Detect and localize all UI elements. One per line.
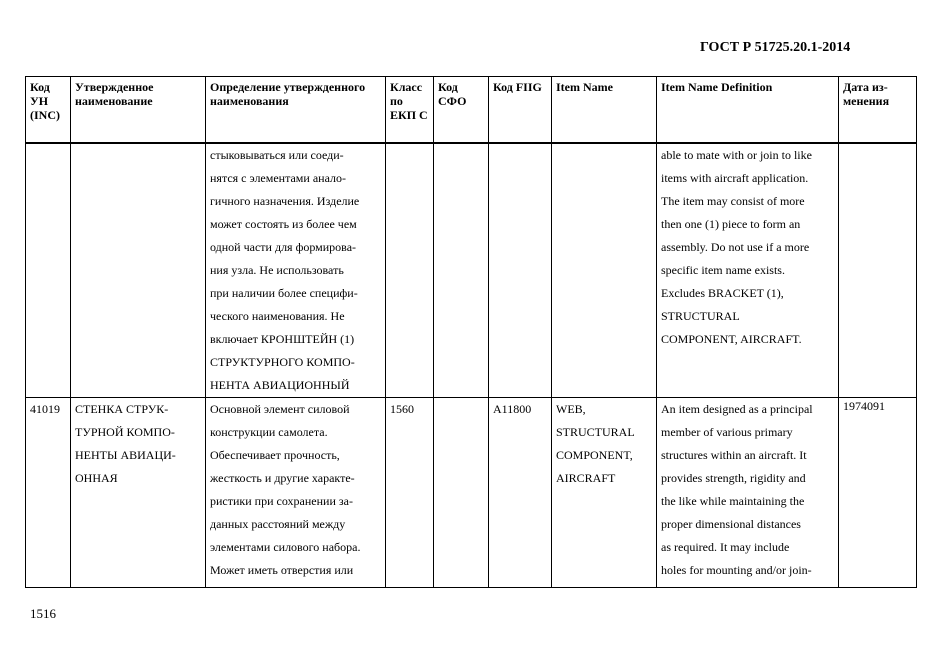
cell-item-name: WEB, STRUCTURAL COMPONENT, AIRCRAFT [552, 397, 657, 587]
cell-date [839, 143, 917, 398]
header-item-name: Item Name [552, 77, 657, 143]
header-sfo: Код СФО [434, 77, 489, 143]
header-date: Дата из- менения [839, 77, 917, 143]
cell-approved-name: СТЕНКА СТРУК- ТУРНОЙ КОМПО- НЕНТЫ АВИАЦИ- ОННАЯ [71, 397, 206, 587]
cell-inc: 41019 [26, 397, 71, 587]
header-approved-name: Утвержденное наименование [71, 77, 206, 143]
table-row-continuation [26, 143, 917, 398]
table-row-entry [26, 397, 917, 587]
cell-sfo [434, 397, 489, 587]
cell-fiig: A11800 [489, 397, 552, 587]
cell-approved-name [71, 143, 206, 398]
cell-fiig [489, 143, 552, 398]
cell-date: 1974091 [839, 397, 917, 587]
header-inc: Код УН (INC) [26, 77, 71, 143]
cell-sfo [434, 143, 489, 398]
cell-item-name [552, 143, 657, 398]
cell-definition-ru: стыковываться или соеди- нятся с элементами анало- гичного назначения. Изделие может состоять из более чем одной части для формирова- ния узла. Не использовать при наличии более специфи- ческого наименования. Не включает КРОНШТЕЙН (1) СТРУКТУРНОГО КОМПО- НЕНТА АВИАЦИОННЫЙ [206, 143, 386, 398]
item-names-table [25, 76, 917, 588]
cell-definition-ru: Основной элемент силовой конструкции самолета. Обеспечивает прочность, жесткость и другие характе- ристики при сохранении за- данных расстояний между элементами силового набора. Может иметь отверстия или [206, 397, 386, 587]
table-header-row [26, 77, 917, 143]
cell-definition-en: able to mate with or join to like items with aircraft application. The item may consist of more then one (1) piece to form an assembly. Do not use if a more specific item name exists. Excludes BRACKET (1), STRUCTURAL COMPONENT, AIRCRAFT. [657, 143, 839, 398]
cell-definition-en: An item designed as a principal member of various primary structures within an aircraft. It provides strength, rigidity and the like while maintaining the proper dimensional distances as required. It may include holes for mounting and/or join- [657, 397, 839, 587]
document-standard-number: ГОСТ Р 51725.20.1-2014 [700, 40, 851, 55]
page-number: 1516 [30, 606, 56, 621]
cell-inc [26, 143, 71, 398]
header-class: Класс по ЕКП С [386, 77, 434, 143]
header-definition-ru: Определение утвержденного наименования [206, 77, 386, 143]
cell-class: 1560 [386, 397, 434, 587]
header-definition-en: Item Name Definition [657, 77, 839, 143]
cell-class [386, 143, 434, 398]
header-fiig: Код FIIG [489, 77, 552, 143]
